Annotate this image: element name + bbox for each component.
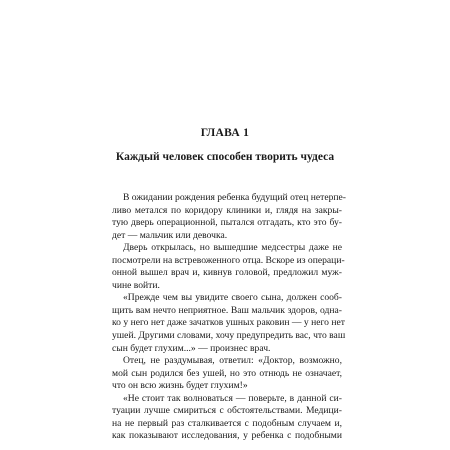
text-line: щить вам нечто неприятное. Ваш мальчик здоров, одна- (112, 304, 342, 316)
text-line: чине войти. (112, 279, 160, 291)
body-text (112, 192, 346, 443)
chapter-number: ГЛАВА 1 (200, 127, 250, 139)
text-line: дет — мальчик или девочка. (112, 229, 228, 241)
paragraph (112, 355, 342, 393)
paragraph (112, 192, 346, 242)
text-line: В ожидании рождения ребенка будущий отец нетерпе- (123, 192, 346, 203)
text-line: «Прежде чем вы увидите своего сына, должен сооб- (123, 292, 342, 304)
text-line: туации лучше смириться с обстоятельствами. Медици- (112, 405, 342, 417)
text-line: как показывают исследования, у ребенка с подобными (112, 430, 342, 442)
text-line: Дверь открылась, но вышедшие медсестры даже не (123, 242, 342, 254)
text-line: Отец, не раздумывая, ответил: «Доктор, возможно, (123, 355, 342, 367)
text-line: онной вышел врач и, кивнув головой, предложил муж- (112, 267, 342, 279)
text-line: «Не стоит так волноваться — поверьте, в данной си- (123, 392, 342, 404)
text-line: на не первый раз сталкивается с подобным случаем и, (112, 417, 342, 429)
text-line: ко у него нет даже зачатков ушных раковин — у него нет (112, 317, 345, 329)
text-line: ливо метался по коридору клиники и, глядя на закры- (112, 204, 342, 216)
text-line: мой сын родился без ушей, но это отнюдь не означает, (112, 367, 342, 379)
text-line: сын будет глухим...» — произнес врач. (112, 342, 271, 354)
text-line: тую дверь операционной, пытался отгадать, кто это бу- (112, 217, 342, 229)
text-line: посмотрели на встревоженного отца. Вскоре из операци- (112, 254, 345, 266)
paragraph (112, 393, 342, 443)
paragraph (112, 242, 345, 292)
text-line: что он всю жизнь будет глухим!» (112, 380, 248, 392)
chapter-title: Каждый человек способен творить чудеса (115, 151, 335, 163)
paragraph (112, 292, 346, 355)
text-line: ушей. Другими словами, хочу предупредить вас, что ваш (112, 330, 346, 342)
